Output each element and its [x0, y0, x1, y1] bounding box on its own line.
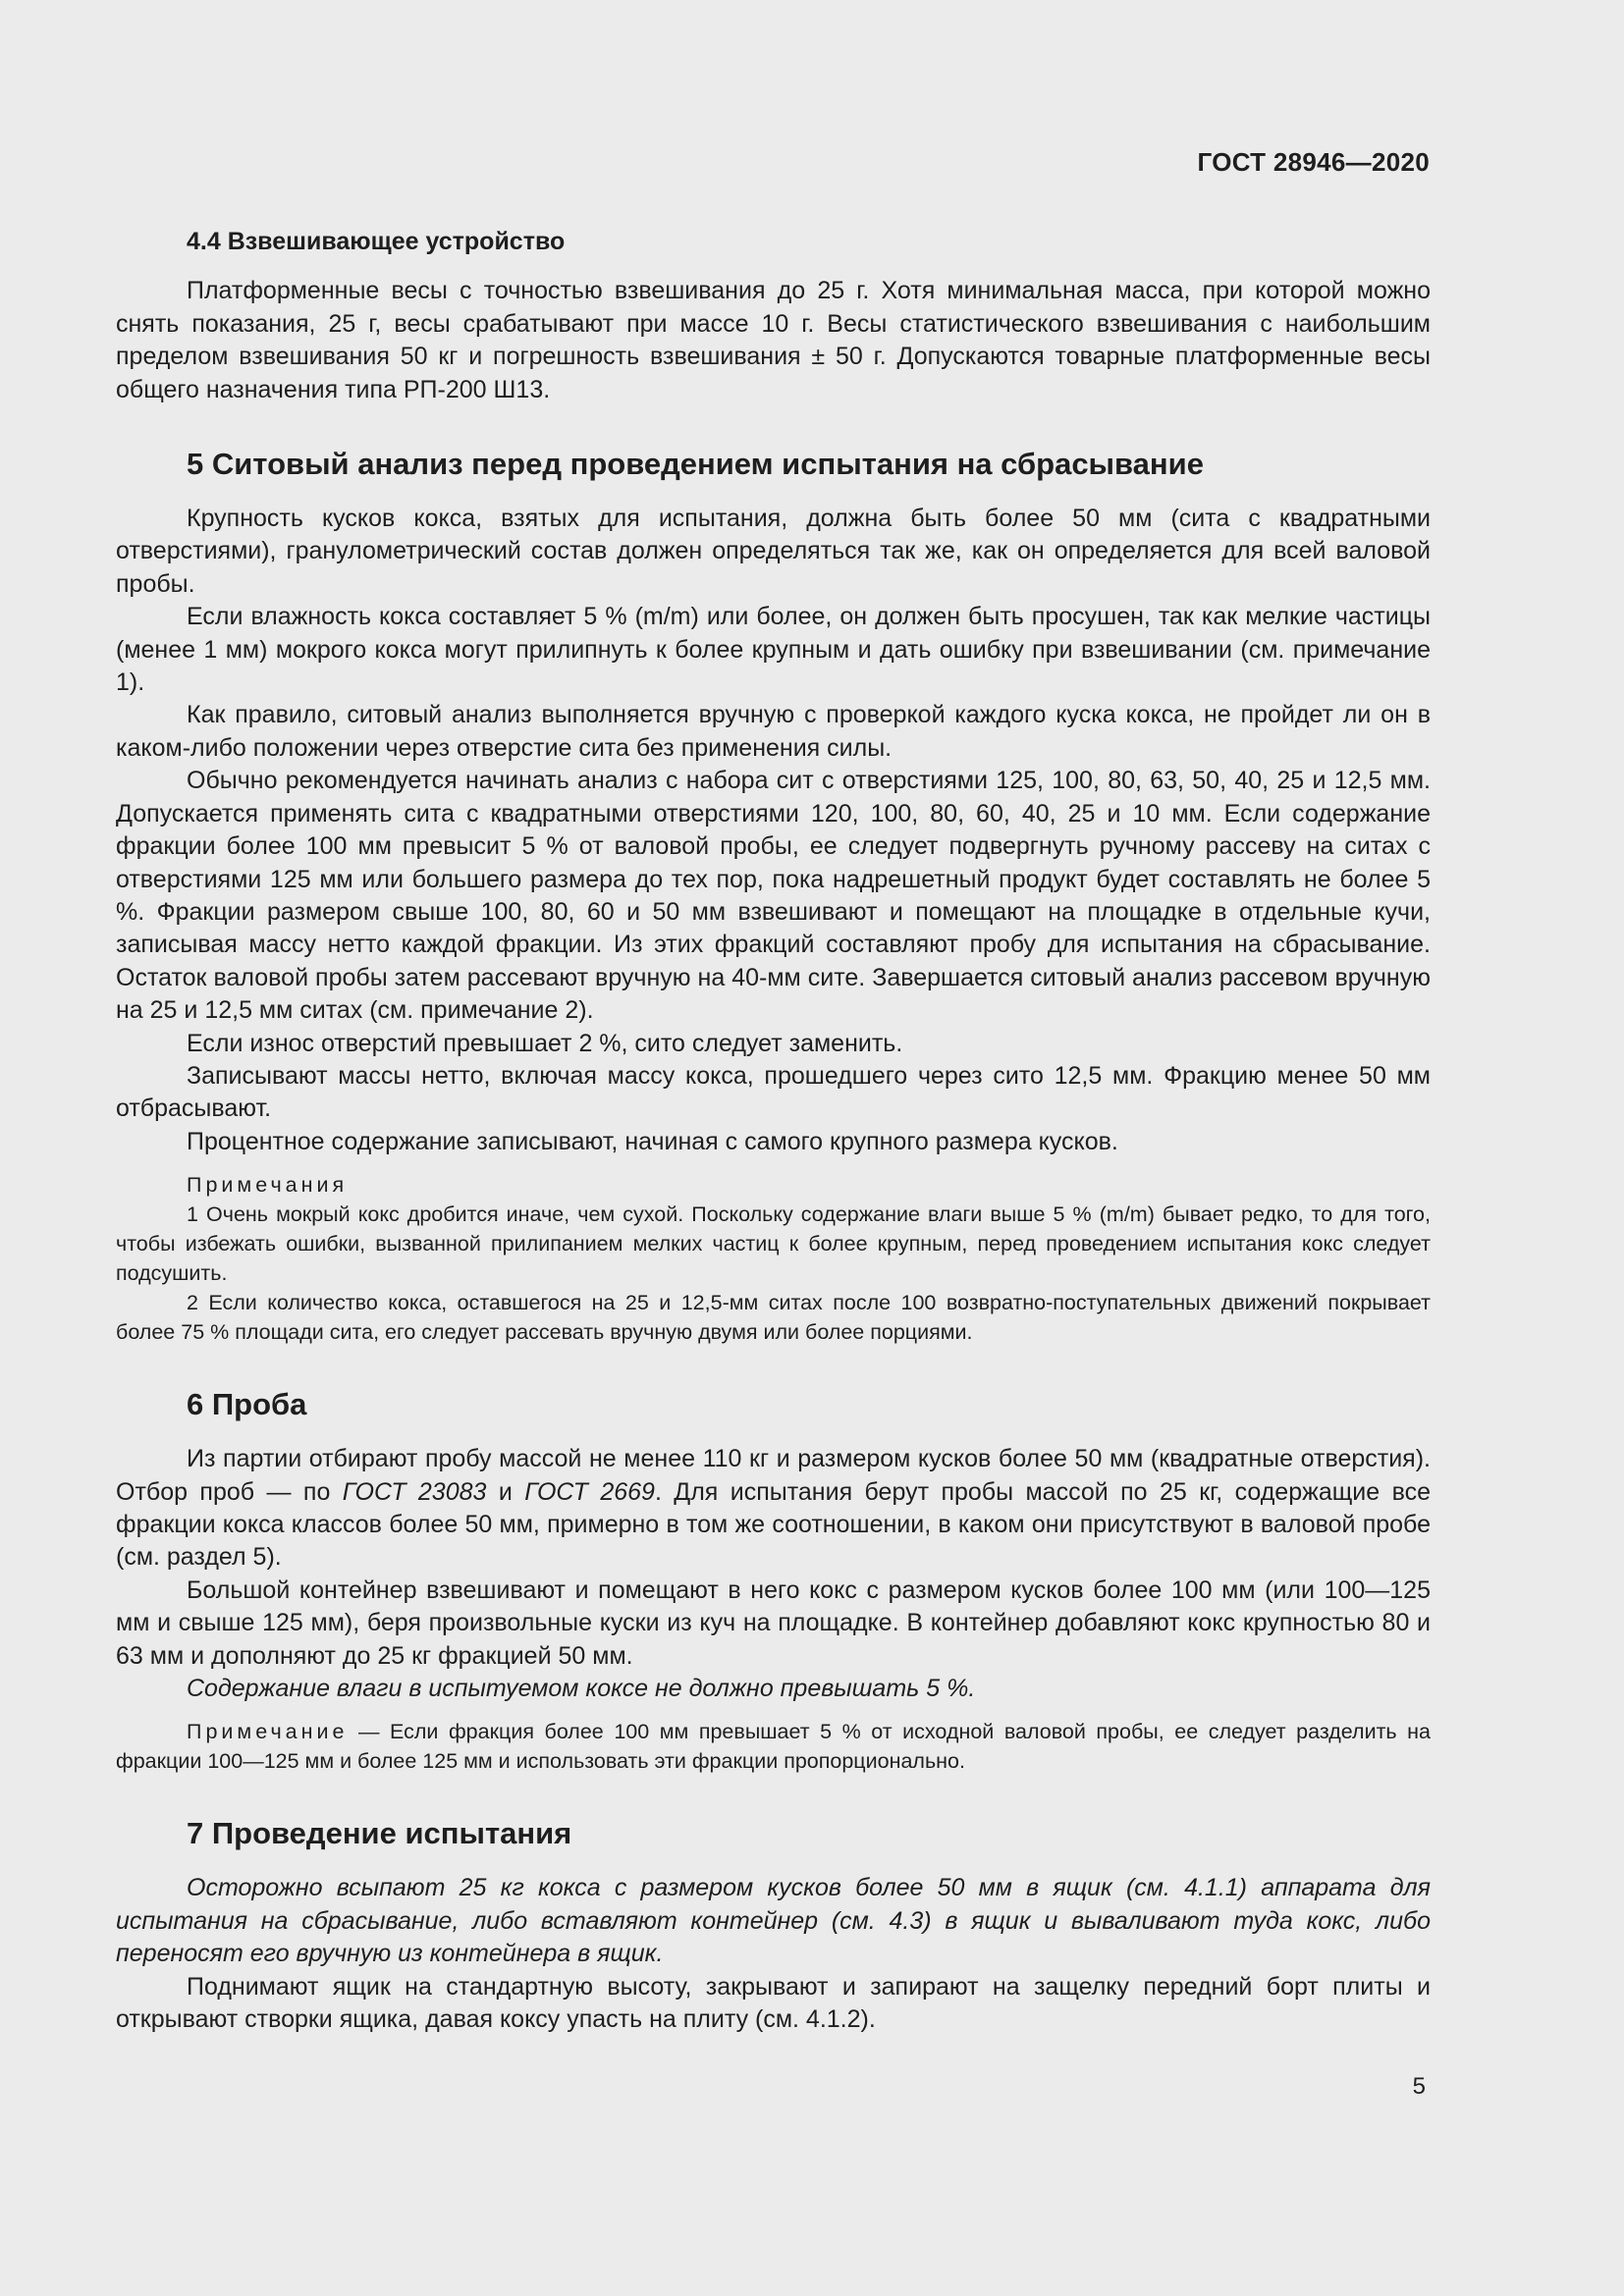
page-number: 5: [1412, 2073, 1426, 2100]
gost-23083-ref: ГОСТ 23083: [342, 1477, 487, 1506]
standard-code: ГОСТ 28946—2020: [1197, 147, 1430, 177]
section-6-paragraph-3: Содержание влаги в испытуемом коксе не должно превышать 5 %.: [187, 1675, 976, 1702]
section-5-paragraph-6: Записывают массы нетто, включая массу кокса, прошедшего через сито 12,5 мм. Фракцию менее 50 мм отбрасывают.: [116, 1061, 1431, 1123]
section-6-title: 6 Проба: [187, 1387, 307, 1422]
section-5-paragraph-7: Процентное содержание записывают, начиная с самого крупного размера кусков.: [187, 1127, 1118, 1155]
section-4-4-title: 4.4 Взвешивающее устройство: [187, 228, 566, 255]
note-body: — Если фракция более 100 мм превышает 5 % от исходной валовой пробы, ее следует разделить на фракции 100—125 мм и более 125 мм и использовать эти фракции пропорционально.: [116, 1720, 1431, 1774]
section-5-paragraph-1: Крупность кусков кокса, взятых для испытания, должна быть более 50 мм (сита с квадратными отверстиями), гранулометрический состав должен определяться так же, как он определяется для всей валовой пробы.: [116, 505, 1431, 598]
section-5-paragraph-3: Как правило, ситовый анализ выполняется вручную с проверкой каждого куска кокса, не пройдет ли он в каком-либо положении через отверстие сита без применения силы.: [116, 701, 1431, 762]
section-5-paragraph-2: Если влажность кокса составляет 5 % (m/m) или более, он должен быть просушен, так как мелкие частицы (менее 1 мм) мокрого кокса могут прилипнуть к более крупным и дать ошибку при взвешивании (см. примечание 1).: [116, 603, 1431, 697]
section-5-paragraph-5: Если износ отверстий превышает 2 %, сито следует заменить.: [187, 1029, 903, 1057]
note-2: 2 Если количество кокса, оставшегося на 25 и 12,5-мм ситах после 100 возвратно-поступательных движений покрывает более 75 % площади сита, его следует рассевать вручную двумя или более порциями.: [116, 1291, 1431, 1345]
gost-2669-ref: ГОСТ 2669: [524, 1477, 655, 1506]
section-6-note-text: [116, 1717, 1431, 1776]
page-content: [116, 226, 1431, 2036]
section-6-p1-text-c: . Для испытания берут пробы массой по 25 кг, содержащие все фракции кокса классов более 50 мм, примерно в том же соотношении, в каком они присутствуют в валовой пробе (см. раздел 5).: [116, 1477, 1431, 1572]
section-6-p1-text-b: и: [486, 1477, 525, 1506]
section-6-paragraph-1: [116, 1443, 1431, 1575]
section-7-paragraph-2: Поднимают ящик на стандартную высоту, закрывают и запирают на защелку передний борт плиты и открывают створки ящика, давая коксу упасть на плиту (см. 4.1.2).: [116, 1972, 1431, 2034]
section-6-note: [116, 1717, 1431, 1776]
note-1: 1 Очень мокрый кокс дробится иначе, чем сухой. Поскольку содержание влаги выше 5 % (m/m) бывает редко, то для того, чтобы избежать ошибки, вызванной прилипанием мелких частиц к более крупным, перед проведением испытания кокс следует подсушить.: [116, 1202, 1431, 1286]
section-4-4-paragraph: Платформенные весы с точностью взвешивания до 25 г. Хотя минимальная масса, при которой можно снять показания, 25 г, весы срабатывают при массе 10 г. Весы статистического взвешивания с наибольшим пределом взвешивания 50 кг и погрешность взвешивания ± 50 г. Допускаются товарные платформенные весы общего назначения типа РП-200 Ш13.: [116, 277, 1431, 403]
section-7-title: 7 Проведение испытания: [187, 1816, 572, 1851]
section-5-title: 5 Ситовый анализ перед проведением испытания на сбрасывание: [187, 447, 1204, 482]
section-6-p1-text-a: Из партии отбирают пробу массой не менее 110 кг и размером кусков более 50 мм (квадратные отверстия). Отбор проб — по: [116, 1445, 1431, 1506]
section-7-paragraph-1: Осторожно всыпают 25 кг кокса с размером кусков более 50 мм в ящик (см. 4.1.1) аппарата для испытания на сбрасывание, либо вставляют контейнер (см. 4.3) в ящик и вываливают туда кокс, либо переносят его вручную из контейнера в ящик.: [116, 1874, 1431, 1968]
section-5-notes: [116, 1170, 1431, 1347]
notes-heading: Примечания: [187, 1173, 349, 1198]
note-label: Примечание: [187, 1720, 349, 1744]
section-6-paragraph-2: Большой контейнер взвешивают и помещают в него кокс с размером кусков более 100 мм (или 100—125 мм и свыше 125 мм), беря произвольные куски из куч на площадке. В контейнер добавляют кокс крупностью 80 и 63 мм и дополняют до 25 кг фракцией 50 мм.: [116, 1575, 1431, 1670]
section-5-paragraph-4: Обычно рекомендуется начинать анализ с набора сит с отверстиями 125, 100, 80, 63, 50, 40, 25 и 12,5 мм. Допускается применять сита с квадратными отверстиями 120, 100, 80, 60, 40, 25 и 10 мм. Если содержание фракции более 100 мм превысит 5 % от валовой пробы, ее следует подвергнуть ручному рассеву на ситах с отверстиями 125 мм или большего размера до тех пор, пока надрешетный продукт будет составлять не более 5 %. Фракции размером свыше 100, 80, 60 и 50 мм взвешивают и помещают на площадке в отдельные кучи, записывая массу нетто каждой фракции. Из этих фракций составляют пробу для испытания на сбрасывание. Остаток валовой пробы затем рассевают вручную на 40-мм сите. Завершается ситовый анализ рассевом вручную на 25 и 12,5 мм ситах (см. примечание 2).: [116, 767, 1431, 1025]
